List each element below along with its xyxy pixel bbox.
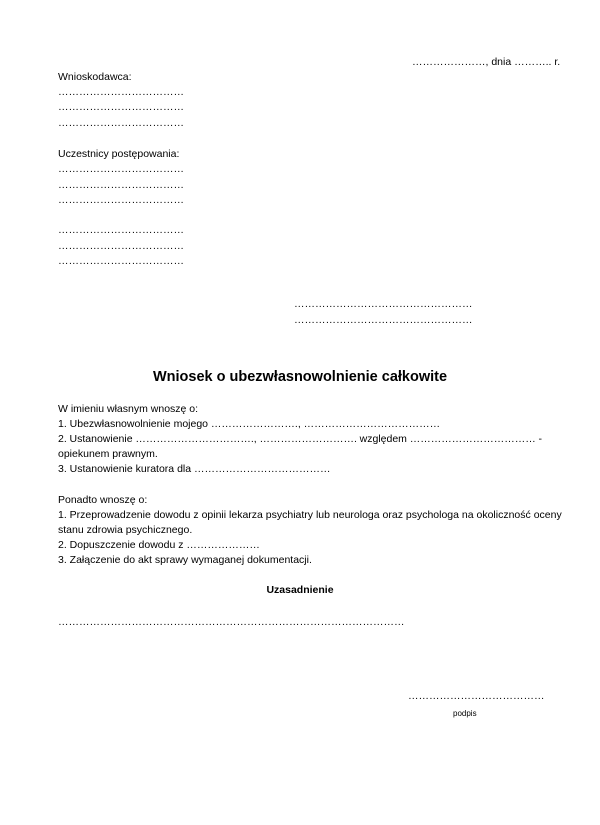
applicant-line-2: ……………………………… [58,101,184,113]
further-item-1-continuation: stanu zdrowia psychicznego. [58,524,193,536]
court-line-1: …………………………………………… [294,298,473,310]
participant-line-3: ……………………………… [58,194,184,206]
applicant-label: Wnioskodawca: [58,71,132,83]
date-line: …………………, dnia ……….. r. [412,56,561,68]
court-line-2: …………………………………………… [294,314,473,326]
document-title: Wniosek o ubezwłasnowolnienie całkowite [152,369,448,385]
request-intro: W imieniu własnym wnoszę o: [58,403,199,415]
request-item-2-part: ………………………. [259,433,357,445]
request-item-2-part: - [538,433,542,445]
request-item-2-continuation: opiekunem prawnym. [58,448,158,460]
request-item-2 [58,433,542,446]
applicant-line-3: ……………………………… [58,117,184,129]
further-item-1: 1. Przeprowadzenie dowodu z opinii lekarza psychiatry lub neurologa oraz psychologa na okoliczność oceny [58,509,562,521]
request-item-2-part: ……………………………., [135,433,257,445]
further-item-3: 3. Załączenie do akt sprawy wymaganej dokumentacji. [58,554,312,566]
further-intro: Ponadto wnoszę o: [58,494,148,506]
signature-label: podpis [453,709,477,718]
participant-line-4: ……………………………… [58,224,184,236]
request-item-3: 3. Ustanowienie kuratora dla ………………………………… [58,463,331,475]
participants-label: Uczestnicy postępowania: [58,148,180,160]
participant-line-5: ……………………………… [58,240,184,252]
signature-line: ………………………………… [408,690,545,702]
request-item-2-part: ……………………………… [409,433,536,445]
justification-line: ……………………………………………………………………………………… [58,616,405,628]
participant-line-6: ……………………………… [58,255,184,267]
participant-line-2: ……………………………… [58,179,184,191]
request-item-1: 1. Ubezwłasnowolnienie mojego ……………………., ………………………………… [58,418,441,430]
further-item-2: 2. Dopuszczenie dowodu z ………………… [58,539,260,551]
participant-line-1: ……………………………… [58,163,184,175]
justification-heading: Uzasadnienie [266,584,334,596]
request-item-2-part: względem [359,433,407,445]
request-item-2-part: 2. [58,433,67,445]
applicant-line-1: ……………………………… [58,86,184,98]
request-item-2-part: Ustanowienie [69,433,133,445]
